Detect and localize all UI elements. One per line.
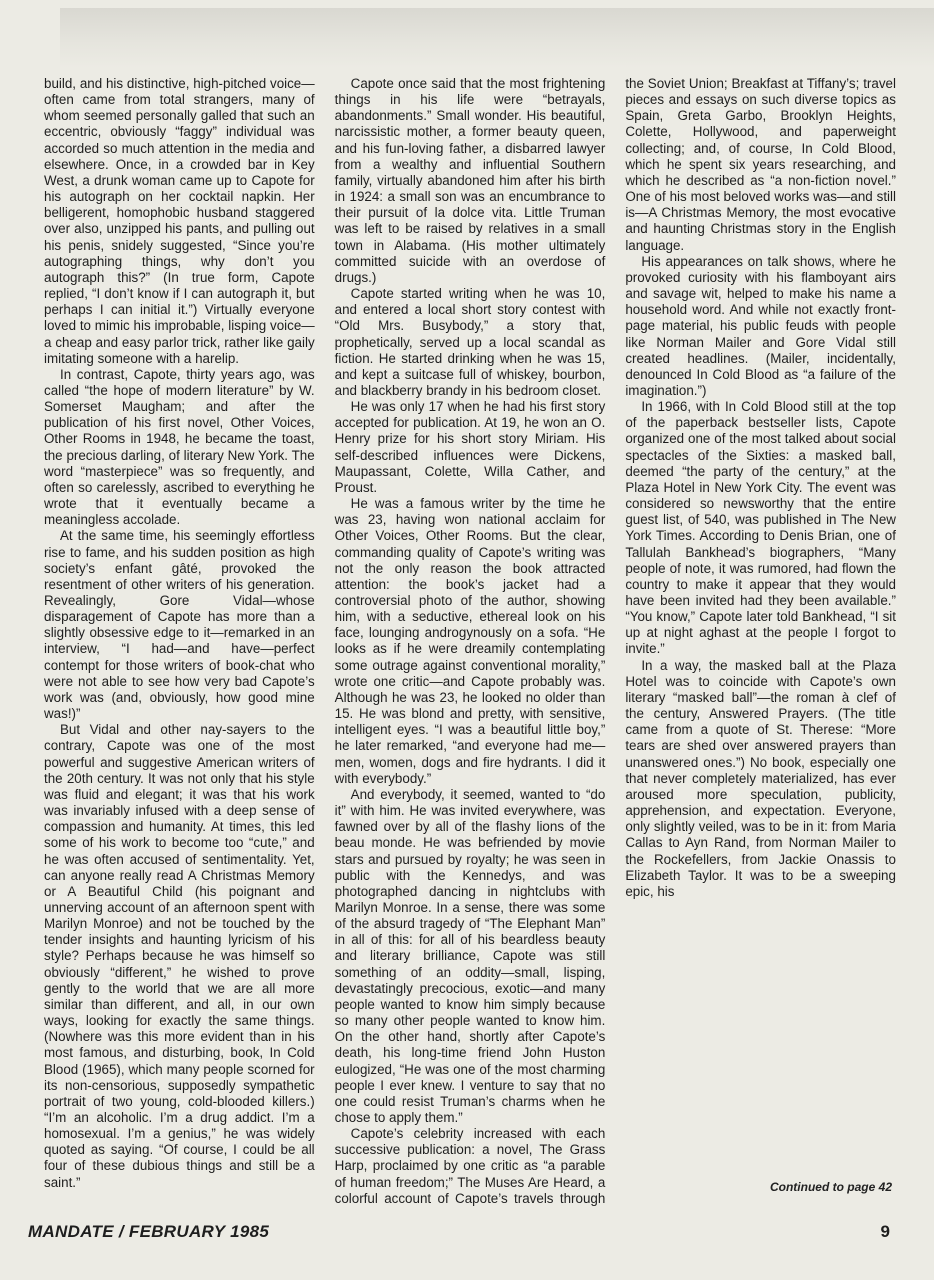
article-body	[44, 76, 896, 1211]
paragraph: Capote started writing when he was 10, and entered a local short story contest with “Old Mrs. Busybody,” a story that, prophetically, served up a local scandal as fiction. He started drinking when he was 15, and kept a suitcase full of whiskey, bourbon, and blackberry brandy in his bedroom closet.	[334, 286, 606, 398]
paragraph: Capote’s celebrity increased with each successive publication: a novel, The Grass Harp, proclaimed by one critic as “a parable of human freedom;” The Muses Are Heard, a colorful account of Capote’s travels through the Soviet Union; Breakfast at Tiffany’s; travel pieces and essays on such diverse topics as Spain, Greta Garbo, Brooklyn Heights, Colette, Hollywood, and paperweight collecting; and, of course, In Cold Blood, which he spent six years researching, and which he described as “a non-fiction novel.” One of his most beloved works was—and still is—A Christmas Memory, the most evocative and haunting Christmas story in the English language.	[334, 76, 896, 1206]
bleed-through-heading	[60, 8, 934, 68]
paragraph: At the same time, his seemingly effortless rise to fame, and his sudden position as high society’s enfant gâté, provoked the resentment of other writers of his generation. Revealingly, Gore Vidal—whose disparagement of Capote has more than a slightly obsessive edge to it—remarked in an interview, “I had—and have—perfect contempt for those writers of book-chat who were not able to see how very bad Capote’s work was (and, obviously, how good mine was!)”	[44, 528, 315, 722]
paragraph: In 1966, with In Cold Blood still at the top of the paperback bestseller lists, Capote organized one of the most talked about social spectacles of the Sixties: a masked ball, deemed “the party of the century,” at the Plaza Hotel in New York City. The event was considered so newsworthy that the entire guest list, of 540, was published in The New York Times. According to Denis Brian, one of Tallulah Bankhead’s biographers, “Many people of note, it was rumored, had flown the country to make it appear that they would have been invited had they been available.” “You know,” Capote later told Bankhead, “I sit up at night aghast at the people I forgot to invite.”	[625, 399, 896, 657]
paragraph: His appearances on talk shows, where he provoked curiosity with his flamboyant airs and savage wit, helped to make his name a household word. And while not exactly front-page material, his public feuds with people like Norman Mailer and Gore Vidal still created headlines. (Mailer, incidentally, denounced In Cold Blood as “a failure of the imagination.”)	[625, 253, 896, 398]
paragraph: But Vidal and other nay-sayers to the contrary, Capote was one of the most powerful and suggestive American writers of the 20th century. It was not only that his style was fluid and elegant; it was that his work was invariably infused with a deep sense of compassion and humanity. At times, this led some of his work to become too “cute,” and he was often accused of sentimentality. Yet, can anyone really read A Christmas Memory or A Beautiful Child (his poignant and unnerving account of an afternoon spent with Marilyn Monroe) and not be touched by the tender insights and haunting lyricism of his style? Perhaps because he was himself so obviously “different,” he wished to prove gently to the world that we are all more similar than different, and all, in our own ways, looking for exactly the same things. (Nowhere was this more evident than in his most famous, and disturbing, book, In Cold Blood (1965), which many people scorned for its non-censorious, supposedly sympathetic portrait of two young, cold-blooded killers.) “I’m an alcoholic. I’m a drug addict. I’m a homosexual. I’m a genius,” he was widely quoted as saying. “Of course, I could be all four of these dubious things and still be a saint.”	[44, 722, 315, 1190]
paragraph: He was a famous writer by the time he was 23, having won national acclaim for Other Voices, Other Rooms. But the clear, commanding quality of Capote’s writing was not the only reason the book attracted attention: the book’s jacket had a controversial photo of the author, showing him, with a seductive, ethereal look on his face, lounging androgynously on a sofa. “He looks as if he were dreamily contemplating some outrage against conventional morality,” wrote one critic—and Capote probably was. Although he was 23, he looked no older than 15. He was blond and pretty, with sensitive, intelligent eyes. “I was a beautiful little boy,” he later remarked, “and everyone had me—men, women, dogs and fire hydrants. I did it with everybody.”	[334, 496, 606, 786]
paragraph: build, and his distinctive, high-pitched voice—often came from total strangers, many of whom seemed personally galled that such an eccentric, obviously “faggy” individual was accorded so much attention in the media and elsewhere. Once, in a crowded bar in Key West, a drunk woman came up to Capote for his autograph on her cocktail napkin. Her belligerent, homophobic husband staggered over also, unzipped his pants, and pulling out his penis, snidely suggested, “Since you’re autographing things, why don’t you autograph this?” (In true form, Capote replied, “I don’t know if I can autograph it, but perhaps I can initial it.”) Virtually everyone loved to mimic his improbable, lisping voice—a cheap and easy parlor trick, rather like gaily imitating someone with a harelip.	[44, 76, 315, 366]
paragraph: And everybody, it seemed, wanted to “do it” with him. He was invited everywhere, was fawned over by all of the flashy lions of the beau monde. He was befriended by movie stars and pursued by royalty; he was seen in public with the Kennedys, and was photographed dancing in nightclubs with Marilyn Monroe. In a sense, there was some of the absurd tragedy of “The Elephant Man” in all of this: for all of his beardless beauty and literary brilliance, Capote was still something of an oddity—small, lisping, devastatingly precocious, exotic—and many people wanted to know him simply because so many other people wanted to know him. On the other hand, shortly after Capote’s death, his long-time friend John Huston eulogized, “He was one of the most charming people I ever knew. I venture to say that no one could resist Truman’s charms when he chose to apply them.”	[334, 786, 606, 1125]
paragraph: He was only 17 when he had his first story accepted for publication. At 19, he won an O. Henry prize for his short story Miriam. His self-described influences were Dickens, Maupassant, Colette, Willa Cather, and Proust.	[334, 399, 606, 495]
paragraph: In a way, the masked ball at the Plaza Hotel was to coincide with Capote’s own literary “masked ball”—the roman à clef of the century, Answered Prayers. (The title came from a quote of St. Therese: “More tears are shed over answered prayers than unanswered ones.”) No book, especially one that never completely materialized, has ever aroused more speculation, publicity, apprehension, and expectation. Everyone, only slightly veiled, was to be in it: from Maria Callas to Ayn Rand, from Norman Mailer to the Rockefellers, from Jackie Onassis to Elizabeth Taylor. It was to be a sweeping epic, his	[625, 657, 896, 899]
publication-footer: MANDATE / FEBRUARY 1985	[28, 1222, 270, 1241]
continued-note: Continued to page 42	[769, 1180, 892, 1194]
text-columns	[44, 76, 896, 1211]
page-number: 9	[880, 1222, 890, 1241]
paragraph: Capote once said that the most frightening things in his life were “betrayals, abandonments.” Small wonder. His beautiful, narcissistic mother, a former beauty queen, and his fun-loving father, a disbarred lawyer from a wealthy and influential Southern family, virtually abandoned him after his birth in 1924: a small son was an encumbrance to their pursuit of la dolce vita. Little Truman was left to be raised by relatives in a small town in Alabama. (His mother ultimately committed suicide with an overdose of drugs.)	[334, 76, 606, 285]
paragraph: In contrast, Capote, thirty years ago, was called “the hope of modern literature” by W. Somerset Maugham; and after the publication of his first novel, Other Voices, Other Rooms in 1948, he became the toast, the precious darling, of literary New York. The word “masterpiece” was so frequently, and often so carelessly, ascribed to everything he wrote that it eventually became a meaningless accolade.	[44, 366, 315, 528]
